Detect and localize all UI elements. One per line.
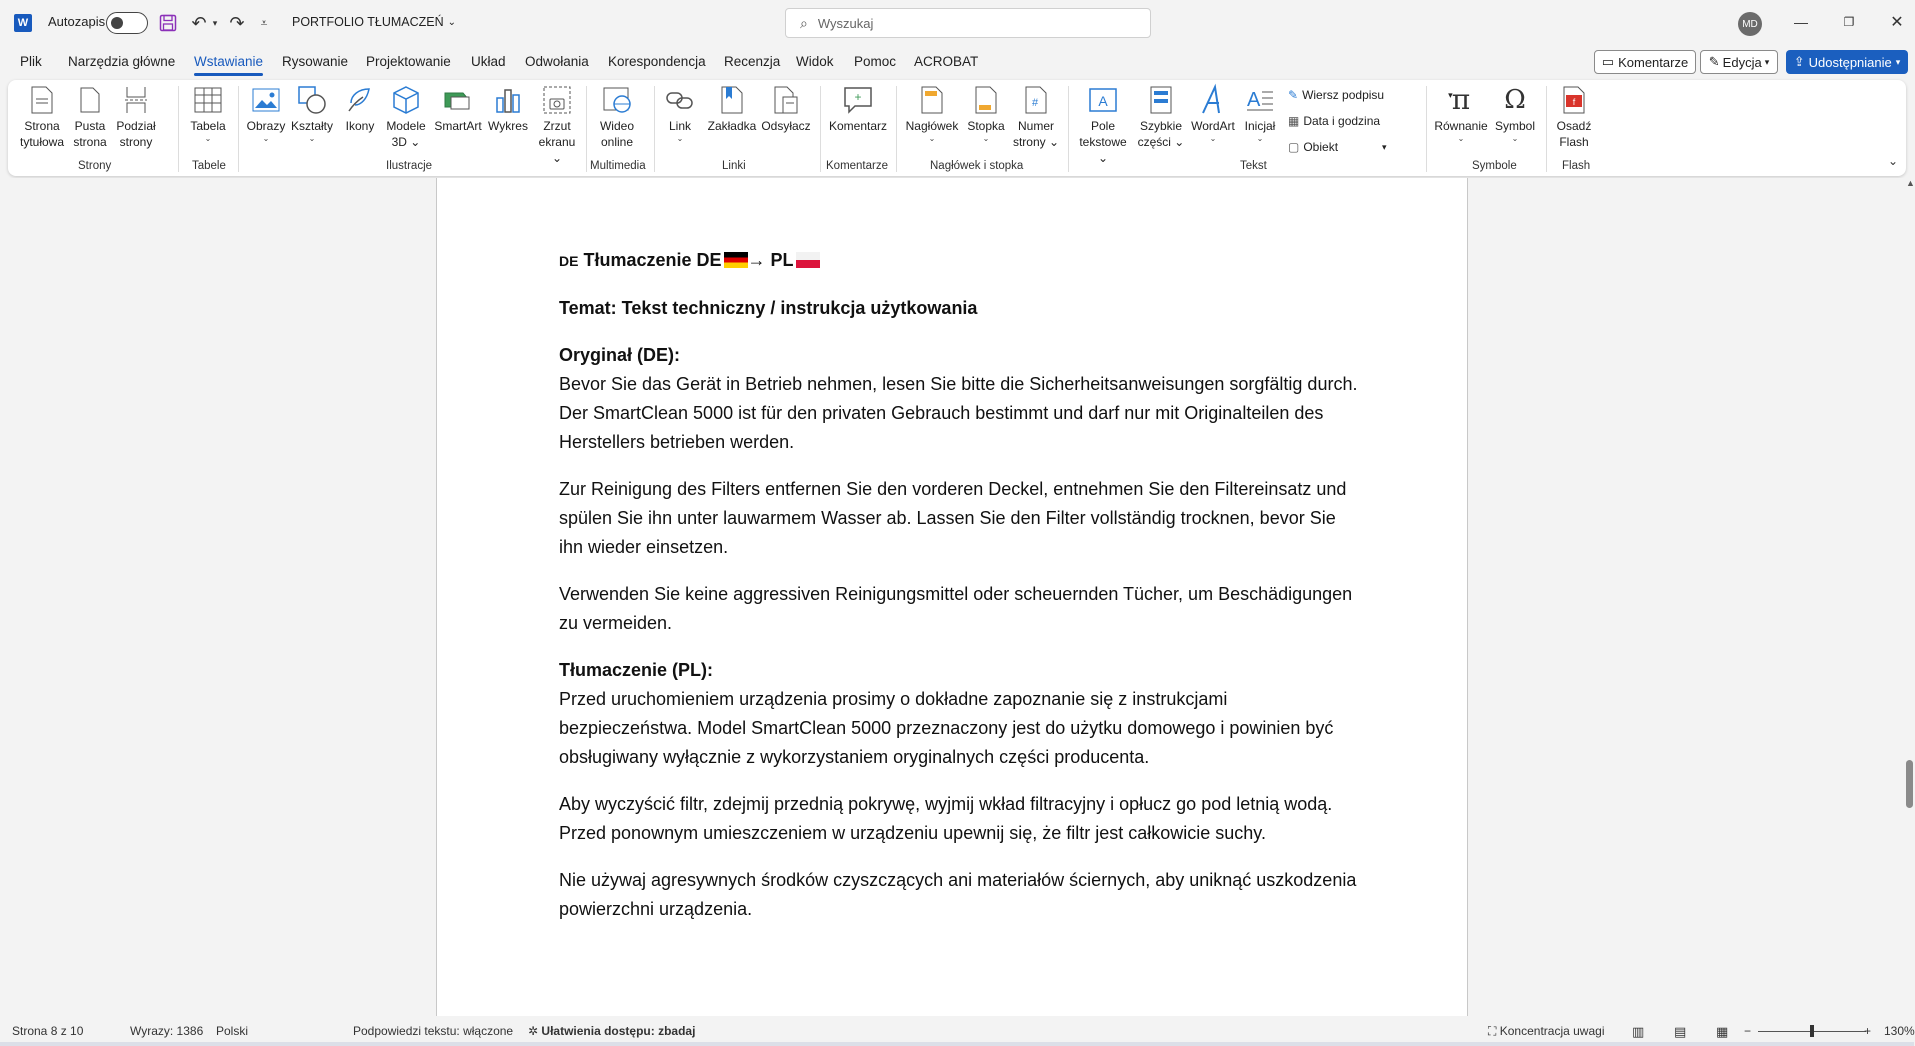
tab-help[interactable]: Pomoc [854, 54, 897, 69]
tab-review[interactable]: Recenzja [724, 54, 781, 69]
blank-page-label-1: Pusta [74, 119, 106, 133]
read-mode-icon[interactable]: ▥ [1632, 1024, 1645, 1039]
svg-text:A: A [1098, 93, 1108, 109]
focus-icon: ⛶ [1488, 1024, 1497, 1038]
autosave-toggle[interactable] [106, 12, 148, 34]
flash-icon [1558, 84, 1590, 116]
accessibility-icon: ✲ [528, 1024, 539, 1038]
link-icon [664, 84, 696, 116]
word-logo-icon: W [14, 14, 32, 32]
topic-line: Temat: Tekst techniczny / instrukcja użytkowania [559, 298, 978, 318]
link-label: Link [668, 119, 691, 133]
online-video-label-2: online [600, 135, 634, 149]
page-break-icon [120, 84, 152, 116]
autosave-label: Autozapis [48, 14, 106, 29]
date-time-label: Data i godzina [1303, 114, 1381, 128]
picture-icon [250, 84, 282, 116]
new-comment-label: Komentarz [828, 119, 888, 133]
group-separator [1426, 86, 1427, 172]
cover-page-button[interactable] [20, 84, 64, 150]
wordart-icon [1197, 84, 1229, 116]
vertical-scrollbar[interactable] [1904, 178, 1914, 1016]
original-paragraph-1: Bevor Sie das Gerät in Betrieb nehmen, lesen Sie bitte die Sicherheitsanweisungen sorgfältig durch. Der SmartClean 5000 ist für den privaten Gebrauch bestimmt und darf nur mit Originalteilen des Herstellers betrieben werden. [559, 374, 1358, 452]
cover-page-icon [26, 84, 58, 116]
chart-button[interactable] [486, 84, 530, 134]
accessibility-label: Ułatwienia dostępu: zbadaj [541, 1024, 696, 1038]
embed-flash-button[interactable] [1552, 84, 1596, 150]
translation-paragraph-1: Przed uruchomieniem urządzenia prosimy o dokładne zapoznanie się z instrukcjami bezpieczeństwa. Model SmartClean 5000 przeznaczony jest do użytku domowego i powinien być obsługiwany wyłącznie z wykorzystaniem oryginalnych części producenta. [559, 689, 1334, 767]
tab-home[interactable]: Narzędzia główne [68, 54, 176, 69]
translation-section [559, 656, 1359, 772]
text-box-label-2-text: tekstowe [1079, 135, 1127, 149]
new-comment-button[interactable] [826, 84, 890, 134]
comments-button-label: Komentarze [1618, 54, 1689, 70]
group-separator [238, 86, 239, 172]
tab-insert[interactable]: Wstawianie [194, 54, 264, 69]
drop-cap-button[interactable] [1240, 84, 1280, 144]
original-paragraph-2: Zur Reinigung des Filters entfernen Sie den vorderen Deckel, entnehmen Sie den Filtereinsatz und spülen Sie ihn unter lauwarmem Wasser ab. Lassen Sie den Filter vollständig trocknen, bevor Sie ihn wieder einsetzen. [559, 479, 1347, 557]
group-label-pages: Strony [78, 160, 112, 172]
comment-icon: ▭ [1601, 54, 1615, 69]
chevron-down-icon: ⌄ [676, 134, 684, 143]
smartart-icon [442, 84, 474, 116]
pi-icon: π [1451, 83, 1471, 116]
drop-cap-icon [1244, 84, 1276, 116]
wordart-label: WordArt [1191, 119, 1235, 133]
document-title-text: PORTFOLIO TŁUMACZEŃ [292, 15, 444, 29]
text-box-label-1: Pole [1090, 119, 1116, 133]
omega-icon: Ω [1504, 85, 1526, 115]
translation-label: Tłumaczenie (PL): [559, 660, 714, 680]
3d-models-label-2-text: 3D [391, 135, 407, 149]
cross-reference-icon [770, 84, 802, 116]
chevron-down-icon: ⌄ [1256, 134, 1264, 143]
document-area [0, 178, 1914, 1016]
redo-icon[interactable]: ↷ [229, 12, 245, 33]
collapse-ribbon-icon[interactable]: ⌄ [1888, 154, 1899, 168]
shapes-icon [296, 84, 328, 116]
language-status[interactable]: Polski [216, 1024, 249, 1038]
header-icon [916, 84, 948, 116]
text-box-label-2: tekstowe ⌄ [1079, 135, 1127, 165]
icons-icon [344, 84, 376, 116]
toggle-knob [111, 17, 123, 29]
editing-mode-label: Edycja [1722, 54, 1762, 70]
bookmark-icon [716, 84, 748, 116]
zoom-level[interactable]: 130% [1884, 1024, 1915, 1038]
equation-label: Równanie [1434, 119, 1488, 133]
scroll-up-icon[interactable]: ▲ [1906, 178, 1915, 188]
group-label-text: Tekst [1240, 160, 1267, 172]
zoom-out-icon[interactable]: − [1744, 1024, 1752, 1038]
editing-mode-button[interactable] [1700, 50, 1778, 74]
chart-icon [492, 84, 524, 116]
3d-models-button[interactable] [384, 84, 428, 150]
document-heading [559, 246, 1359, 276]
page-number-label-1: Numer [1017, 119, 1054, 133]
equation-button[interactable] [1432, 84, 1490, 144]
cross-reference-button[interactable] [760, 84, 812, 134]
page-count[interactable]: Strona 8 z 10 [12, 1024, 84, 1038]
restore-icon[interactable]: ❐ [1843, 15, 1855, 29]
undo-icon[interactable]: ↶ [191, 12, 207, 33]
quick-parts-label-2: części ⌄ [1137, 135, 1185, 149]
cover-page-label-2: tytułowa [19, 135, 65, 149]
page-number-icon [1020, 84, 1052, 116]
heading-text: Tłumaczenie DE [583, 250, 722, 270]
text-box-button[interactable] [1074, 84, 1132, 166]
web-layout-icon[interactable]: ▦ [1716, 1024, 1729, 1039]
translation-paragraph-3: Nie używaj agresywnych środków czyszczących ani materiałów ściernych, aby uniknąć uszkodzenia powierzchni urządzenia. [559, 870, 1357, 919]
footer-label: Stopka [967, 119, 1005, 133]
embed-flash-label-1: Osadź [1556, 119, 1592, 133]
shapes-label: Kształty [290, 119, 333, 133]
group-separator [654, 86, 655, 172]
original-label: Oryginał (DE): [559, 345, 681, 365]
signature-line-button[interactable] [1288, 88, 1453, 102]
translation-paragraph-2: Aby wyczyścić filtr, zdejmij przednią pokrywę, wyjmij wkład filtracyjny i opłucz go pod letnią wodą. Przed ponownym umieszczeniem w urządzeniu upewnij się, że filtr jest całkowicie suchy. [559, 794, 1333, 843]
chevron-down-icon: ▾ [1895, 56, 1901, 67]
chevron-down-icon: ⌄ [204, 134, 212, 143]
screenshot-label-2: ekranu ⌄ [538, 135, 576, 165]
focus-mode-button[interactable] [1488, 1024, 1604, 1039]
group-label-illustrations: Ilustracje [386, 160, 433, 172]
print-layout-icon[interactable]: ▤ [1674, 1024, 1687, 1039]
chart-label: Wykres [488, 119, 528, 133]
signature-icon: ✎ [1288, 88, 1299, 102]
date-time-button[interactable] [1288, 114, 1380, 128]
chevron-down-icon: ⌄ [982, 134, 990, 143]
word-count[interactable]: Wyrazy: 1386 [130, 1024, 204, 1038]
blank-page-label-2: strona [73, 135, 107, 149]
table-icon [192, 84, 224, 116]
customize-toolbar-icon[interactable]: ⩡ [260, 15, 268, 30]
share-icon: ⇪ [1793, 54, 1805, 69]
3d-models-label-1: Modele [386, 119, 426, 133]
chevron-down-icon: ⌄ [1457, 134, 1465, 143]
tab-layout[interactable]: Układ [471, 54, 506, 69]
calendar-icon: ▦ [1288, 114, 1300, 128]
footer-icon [970, 84, 1002, 116]
german-flag-icon [724, 252, 748, 268]
text-predictions-status[interactable]: Podpowiedzi tekstu: włączone [353, 1024, 514, 1038]
embed-flash-label-2: Flash [1559, 135, 1589, 149]
tab-acrobat[interactable]: ACROBAT [914, 54, 979, 69]
object-button[interactable] [1288, 140, 1387, 154]
minimize-icon[interactable]: — [1794, 14, 1808, 30]
screenshot-label-2-text: ekranu [538, 135, 576, 149]
symbol-label: Symbol [1494, 119, 1535, 133]
pencil-icon: ✎ [1708, 54, 1720, 69]
document-title[interactable] [292, 15, 456, 29]
document-page[interactable] [436, 178, 1468, 1038]
close-icon[interactable]: ✕ [1890, 14, 1904, 31]
link-button[interactable] [660, 84, 700, 144]
svg-text:A: A [1247, 89, 1261, 111]
cover-page-label-1: Strona [24, 119, 60, 133]
bookmark-label: Zakładka [707, 119, 757, 133]
group-separator [820, 86, 821, 172]
share-button-label: Udostępnianie [1808, 54, 1892, 70]
polish-flag-icon [796, 252, 820, 268]
online-video-button[interactable] [594, 84, 640, 150]
video-icon [601, 84, 633, 116]
footer-button[interactable] [964, 84, 1008, 144]
document-content [559, 246, 1359, 942]
cross-reference-label: Odsyłacz [761, 119, 811, 133]
blank-page-button[interactable] [72, 84, 108, 150]
search-placeholder: Wyszukaj [817, 15, 874, 31]
text-box-icon [1087, 84, 1119, 116]
group-separator [1068, 86, 1069, 172]
chevron-down-icon: ⌄ [1511, 134, 1519, 143]
tab-references[interactable]: Odwołania [525, 54, 589, 69]
signature-line-label: Wiersz podpisu [1302, 88, 1385, 102]
focus-mode-label: Koncentracja uwagi [1499, 1024, 1605, 1038]
header-button[interactable] [904, 84, 960, 144]
screenshot-button[interactable] [534, 84, 580, 166]
chevron-down-icon: ⌄ [262, 134, 270, 143]
chevron-down-icon: ⌄ [928, 134, 936, 143]
table-label: Tabela [190, 119, 226, 133]
accessibility-status[interactable] [528, 1024, 695, 1038]
chevron-down-icon: ⌄ [308, 134, 316, 143]
group-label-links: Linki [722, 160, 746, 172]
tab-mailings[interactable]: Korespondencja [608, 54, 706, 69]
page-break-label-1: Podział [116, 119, 156, 133]
cube-icon [390, 84, 422, 116]
share-button[interactable] [1786, 50, 1908, 74]
smartart-label: SmartArt [434, 119, 482, 133]
drop-cap-label: Inicjał [1244, 119, 1276, 133]
quick-parts-icon [1145, 84, 1177, 116]
svg-text:+: + [854, 90, 862, 104]
tab-view[interactable]: Widok [796, 54, 834, 69]
tab-design[interactable]: Projektowanie [366, 54, 451, 69]
quick-parts-button[interactable] [1136, 84, 1186, 150]
quick-parts-label-1: Szybkie [1139, 119, 1183, 133]
object-icon: ▢ [1288, 140, 1300, 154]
chevron-down-icon: ⌄ [1209, 134, 1217, 143]
svg-text:#: # [1031, 97, 1039, 109]
scrollbar-thumb[interactable] [1906, 760, 1913, 808]
group-label-flash: Flash [1562, 160, 1591, 172]
title-bar [0, 0, 1914, 46]
comments-button[interactable] [1594, 50, 1696, 74]
avatar[interactable]: MD [1738, 12, 1762, 36]
chevron-down-icon: ▾ [1764, 56, 1770, 67]
heading-arrow-text: → PL [747, 250, 794, 270]
page-number-label-2-text: strony [1012, 135, 1046, 149]
ribbon [8, 80, 1906, 176]
original-paragraph-3: Verwenden Sie keine aggressiven Reinigungsmittel oder scheuernden Tücher, um Beschädigungen zu vermeiden. [559, 584, 1353, 633]
search-icon: ⌕ [800, 14, 808, 31]
chevron-down-icon: ⌄ [447, 16, 457, 28]
save-icon[interactable] [158, 13, 178, 33]
screenshot-label-1: Zrzut [543, 119, 571, 133]
icons-label: Ikony [345, 119, 375, 133]
group-label-header-footer: Nagłówek i stopka [930, 160, 1024, 172]
group-separator [178, 86, 179, 172]
zoom-slider-thumb[interactable] [1810, 1025, 1814, 1037]
online-video-label-1: Wideo [599, 119, 634, 133]
pictures-button[interactable] [246, 84, 286, 144]
bookmark-button[interactable] [704, 84, 760, 134]
group-label-tables: Tabele [192, 160, 226, 172]
tab-draw[interactable]: Rysowanie [282, 54, 349, 69]
page-number-button[interactable] [1012, 84, 1060, 150]
search-input[interactable] [785, 8, 1151, 38]
page-number-label-2: strony ⌄ [1012, 135, 1060, 149]
page-break-button[interactable] [116, 84, 156, 150]
tab-file[interactable]: Plik [20, 54, 42, 69]
comment-icon [842, 84, 874, 116]
chevron-down-icon: ▾ [1382, 141, 1387, 152]
group-separator [586, 86, 587, 172]
symbol-button[interactable] [1492, 84, 1538, 144]
zoom-in-icon[interactable]: + [1864, 1024, 1872, 1038]
3d-models-label-2: 3D ⌄ [391, 135, 421, 149]
svg-text:f: f [1572, 97, 1576, 107]
status-bar-edge [0, 1042, 1914, 1046]
pictures-label: Obrazy [246, 119, 286, 133]
original-section [559, 341, 1359, 457]
group-separator [896, 86, 897, 172]
object-label: Obiekt [1303, 140, 1339, 154]
wordart-button[interactable] [1188, 84, 1238, 144]
chevron-down-icon: ▾ [1448, 89, 1453, 100]
page-break-label-2: strony [119, 135, 153, 149]
blank-page-icon [74, 84, 106, 116]
header-label: Nagłówek [905, 119, 959, 133]
icons-button[interactable] [342, 84, 378, 134]
group-label-symbols: Symbole [1472, 160, 1517, 172]
smartart-button[interactable] [432, 84, 484, 134]
screenshot-icon [541, 84, 573, 116]
group-label-comments: Komentarze [826, 160, 889, 172]
quick-parts-label-2-text: części [1137, 135, 1171, 149]
heading-prefix: DE [559, 253, 579, 269]
group-separator [1546, 86, 1547, 172]
table-button[interactable] [188, 84, 228, 144]
undo-dropdown-icon[interactable]: ▾ [212, 17, 218, 28]
group-label-media: Multimedia [590, 160, 646, 172]
shapes-button[interactable] [290, 84, 334, 144]
